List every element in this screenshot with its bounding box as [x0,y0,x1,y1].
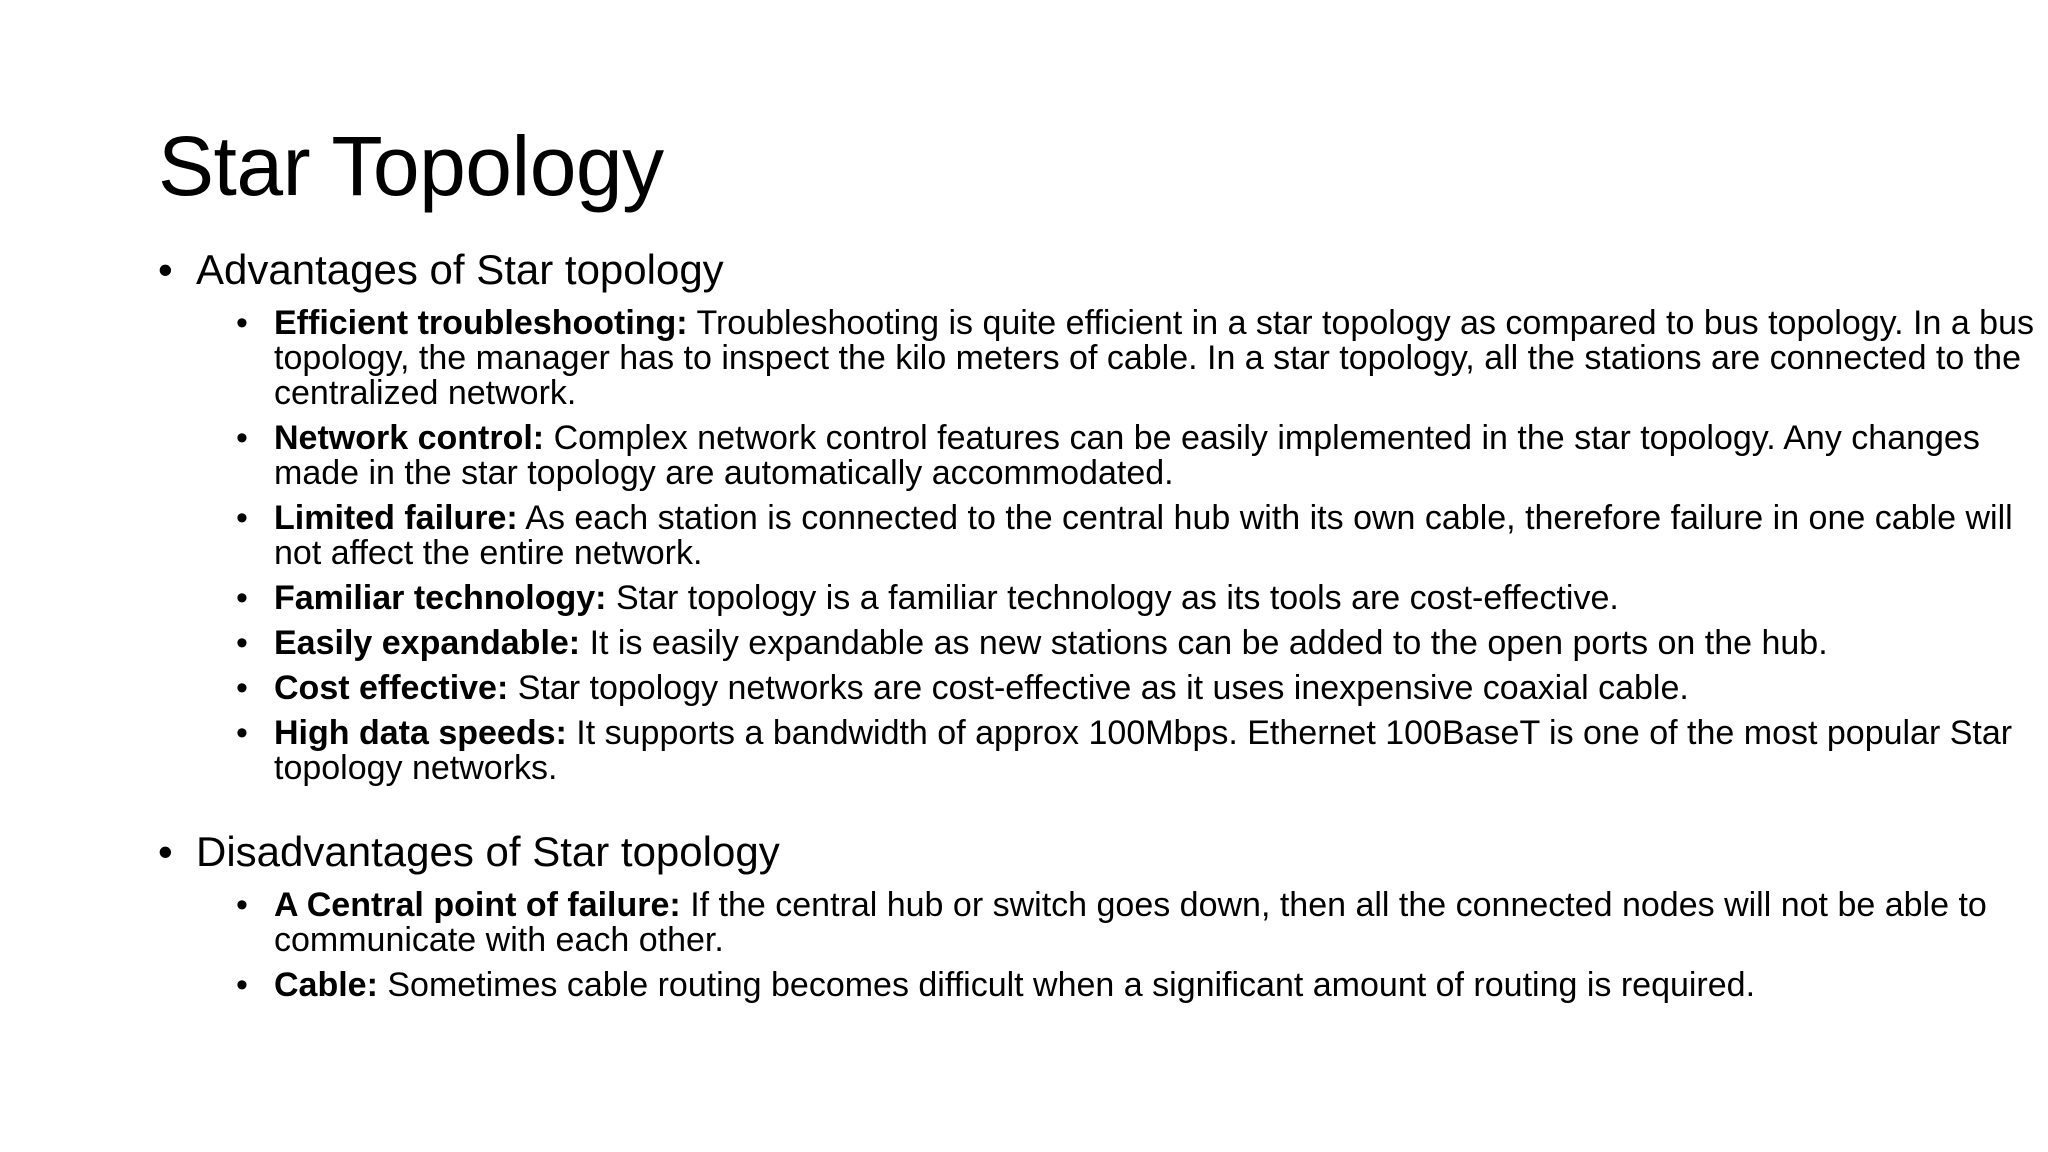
item-text: It supports a bandwidth of approx 100Mbps. Ethernet 100BaseT is one of the most popular Star topology networks. [274,714,2013,787]
bullet-icon: • [236,419,248,457]
item-text: If the central hub or switch goes down, then all the connected nodes will not be able to communicate with each other. [274,886,1987,959]
list-item [158,581,2044,616]
list-item [158,626,2044,661]
item-term: A Central point of failure: [274,886,681,924]
item-text: Troubleshooting is quite efficient in a star topology as compared to bus topology. In a bus topology, the manager has to inspect the kilo meters of cable. In a star topology, all the stations are connected to the centralized network. [274,304,2034,412]
item-term: Easily expandable: [274,624,581,662]
bullet-icon: • [236,886,248,924]
list-item [158,968,2044,1003]
bullet-icon: • [236,499,248,537]
slide-title: Star Topology [158,119,664,213]
bullet-icon: • [236,624,248,662]
item-text: Star topology is a familiar technology as its tools are cost-effective. [606,579,1619,617]
bullet-icon: • [236,579,248,617]
section-heading-text: Disadvantages of Star topology [196,828,780,875]
section-disadvantages [158,826,1987,1004]
item-text: Complex network control features can be easily implemented in the star topology. Any changes made in the star topology are automatically accommodated. [274,419,1980,492]
list-item [158,716,2044,786]
advantages-list [158,304,2034,787]
item-text: As each station is connected to the central hub with its own cable, therefore failure in one cable will not affect the entire network. [274,499,2013,572]
item-term: Cost effective: [274,669,509,707]
item-term: High data speeds: [274,714,567,752]
list-item [158,421,2044,491]
item-text: Sometimes cable routing becomes difficult when a significant amount of routing is required. [377,966,1756,1004]
bullet-icon: • [236,966,248,1004]
item-term: Limited failure: [274,499,518,537]
bullet-icon: • [236,669,248,707]
section-heading-text: Advantages of Star topology [196,246,724,293]
bullet-icon: • [236,714,248,752]
disadvantages-list [158,886,1987,1004]
list-item [158,671,2044,706]
item-text: It is easily expandable as new stations can be added to the open ports on the hub. [580,624,1828,662]
bullet-icon: • [158,828,173,875]
bullet-icon: • [158,246,173,293]
item-text: Star topology networks are cost-effective as it uses inexpensive coaxial cable. [508,669,1689,707]
bullet-icon: • [236,304,248,342]
section-heading [158,826,1918,878]
list-item [158,501,2044,571]
list-item [158,888,2044,958]
item-term: Network control: [274,419,545,457]
section-advantages [158,244,2034,787]
item-term: Familiar technology: [274,579,607,617]
list-item [158,306,2044,411]
section-heading [158,244,1918,296]
item-term: Cable: [274,966,378,1004]
item-term: Efficient troubleshooting: [274,304,688,342]
